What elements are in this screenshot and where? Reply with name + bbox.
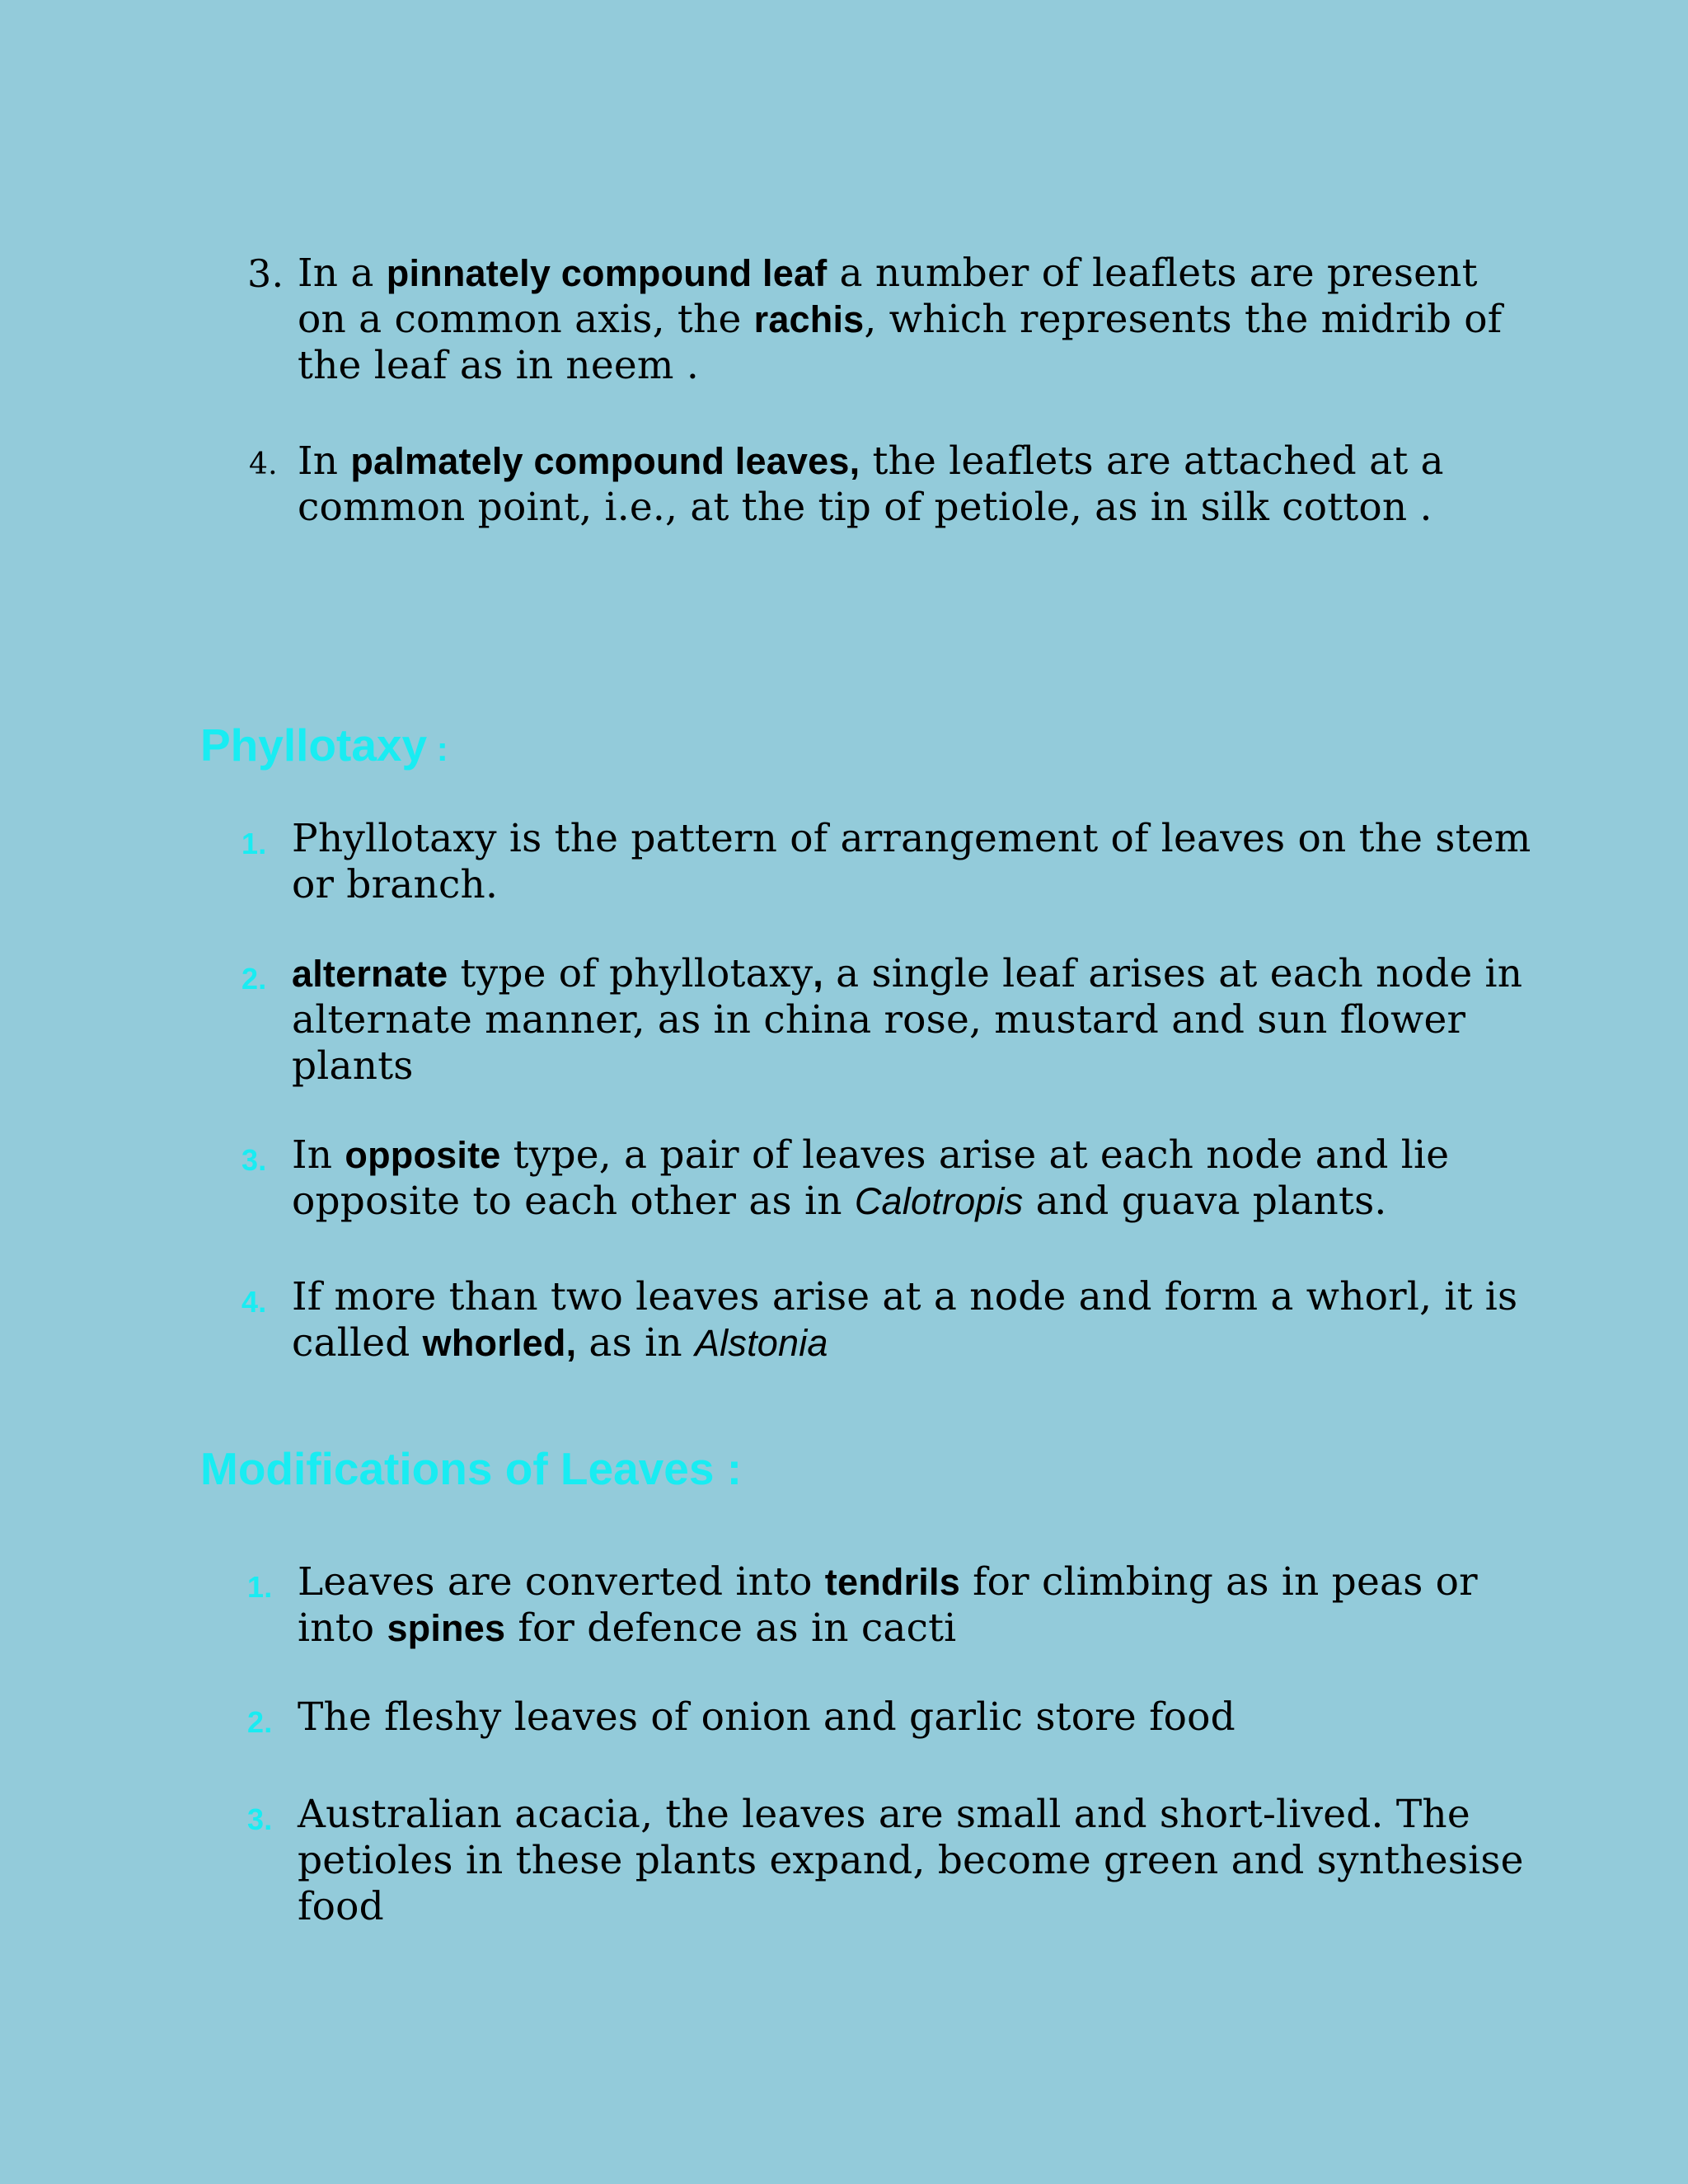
text-run: food	[298, 1884, 384, 1929]
text-line	[292, 1132, 1449, 1179]
text-run: on a common axis, the	[298, 297, 754, 342]
text-run: the leaf as in neem .	[298, 343, 699, 388]
bold-term: palmately compound leaves,	[350, 440, 860, 482]
bold-term: whorled,	[422, 1322, 577, 1364]
text-run: a single leaf arises at each node in	[823, 951, 1523, 996]
text-line	[298, 1605, 1478, 1652]
text-run: type, a pair of leaves arise at each node and lie	[500, 1132, 1450, 1178]
italic-term: Alstonia	[694, 1322, 828, 1364]
bold-term: rachis	[753, 298, 865, 340]
text-run: Leaves are converted into	[298, 1559, 825, 1605]
text-run: into	[298, 1605, 387, 1651]
text-line	[298, 297, 1502, 343]
text-run: and guava plants.	[1023, 1179, 1387, 1224]
heading-text: Modifications of Leaves :	[200, 1443, 743, 1494]
italic-term: Calotropis	[854, 1180, 1024, 1222]
text-run: for climbing as in peas or	[959, 1559, 1478, 1605]
text-run: common point, i.e., at the tip of petiole, as in silk cotton .	[298, 485, 1432, 530]
text-line	[292, 1179, 1449, 1225]
text-line	[298, 1838, 1524, 1884]
section-heading-modifications	[200, 1442, 742, 1495]
text-line	[298, 438, 1444, 485]
text-run: In	[292, 1132, 345, 1178]
text-run: The fleshy leaves of onion and garlic store food	[298, 1694, 1236, 1740]
bold-term: alternate	[292, 953, 448, 995]
list-number: 4.	[249, 448, 278, 481]
text-run: petioles in these plants expand, become green and synthesise	[298, 1838, 1524, 1883]
text-line	[292, 1320, 1517, 1366]
text-line	[292, 951, 1522, 997]
text-line	[292, 997, 1522, 1043]
text-line	[292, 1274, 1517, 1320]
bold-term: pinnately compound leaf	[386, 252, 828, 294]
text-run: opposite to each other as in	[292, 1179, 855, 1224]
text-run: as in	[576, 1320, 695, 1366]
heading-text: Phyllotaxy	[200, 719, 428, 771]
text-run: for defence as in cacti	[505, 1605, 957, 1651]
text-line	[298, 485, 1444, 531]
text-line	[298, 1694, 1236, 1741]
list-number: 3.	[247, 1802, 273, 1836]
list-item-text	[292, 816, 1531, 908]
text-line	[298, 343, 1502, 389]
text-run: In a	[298, 251, 387, 296]
text-run: , which represents the midrib of	[864, 297, 1503, 342]
text-run: plants	[292, 1043, 414, 1089]
text-run: If more than two leaves arise at a node and form a whorl, it is	[292, 1274, 1518, 1319]
text-run: Australian acacia, the leaves are small and short-lived. The	[298, 1792, 1470, 1837]
list-number: 1.	[247, 1570, 273, 1604]
text-run: Phyllotaxy is the pattern of arrangement of leaves on the stem	[292, 816, 1531, 861]
text-run: In	[298, 438, 351, 484]
list-number: 4.	[241, 1285, 267, 1319]
list-number: 3.	[247, 251, 284, 296]
list-number: 3.	[241, 1143, 267, 1177]
heading-colon: :	[427, 729, 448, 768]
text-run: type of phyllotaxy	[448, 951, 814, 996]
list-item-text	[292, 951, 1522, 1090]
text-line	[298, 1792, 1524, 1838]
list-number: 2.	[241, 962, 267, 996]
list-number: 2.	[247, 1705, 273, 1739]
list-item-text	[298, 1792, 1524, 1930]
text-run: called	[292, 1320, 423, 1366]
text-run: or branch.	[292, 862, 499, 907]
text-line	[298, 1884, 1524, 1930]
text-run: alternate manner, as in china rose, mustard and sun flower	[292, 997, 1466, 1043]
list-item-text	[298, 438, 1444, 531]
text-line	[292, 862, 1531, 908]
bold-comma: ,	[813, 953, 823, 995]
bold-term: tendrils	[824, 1561, 960, 1603]
bold-term: opposite	[345, 1134, 501, 1176]
text-line	[298, 1559, 1478, 1605]
list-item-text	[298, 1559, 1478, 1652]
section-heading-phyllotaxy	[200, 719, 448, 771]
bold-term: spines	[387, 1607, 506, 1649]
list-number: 1.	[241, 827, 267, 860]
list-item-text	[298, 251, 1502, 389]
text-line	[292, 816, 1531, 862]
list-item-text	[292, 1132, 1449, 1225]
text-line	[292, 1043, 1522, 1090]
text-line	[298, 251, 1502, 297]
text-run: a number of leaflets are present	[827, 251, 1478, 296]
list-item-text	[298, 1694, 1236, 1741]
list-item-text	[292, 1274, 1517, 1366]
text-run: the leaflets are attached at a	[860, 438, 1444, 484]
